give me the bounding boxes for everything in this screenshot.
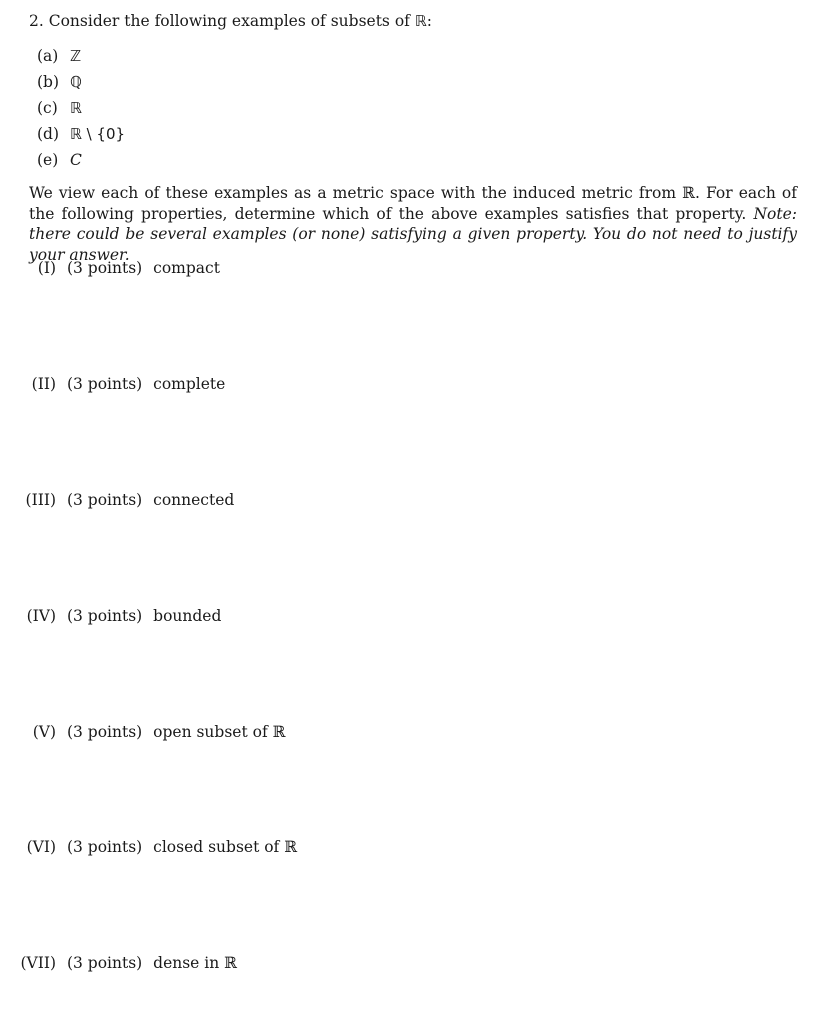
property-4 [18, 607, 221, 625]
example-value: ℝ [69, 99, 82, 117]
property-text: dense in ℝ [153, 954, 238, 972]
property-label: (IV) [26, 607, 56, 625]
property-3 [18, 491, 234, 509]
instructions-paragraph [29, 183, 797, 265]
question-heading [29, 12, 432, 30]
property-6 [18, 838, 297, 856]
property-label: (V) [32, 723, 56, 741]
property-1 [18, 259, 220, 277]
example-value: C [69, 151, 82, 169]
example-value: ℝ \ {0} [69, 125, 126, 143]
property-7 [18, 954, 237, 972]
property-label: (VII) [20, 954, 56, 972]
note-label: Note: [753, 204, 797, 223]
property-points: (3 points) [66, 607, 143, 625]
property-text: closed subset of ℝ [153, 838, 298, 856]
property-text: complete [153, 375, 226, 393]
example-label: (b) [37, 73, 60, 91]
property-2 [18, 375, 225, 393]
example-b [37, 73, 82, 91]
example-c [37, 99, 82, 117]
example-d [37, 125, 125, 143]
example-a [37, 47, 81, 65]
property-5 [18, 723, 286, 741]
property-text: open subset of ℝ [153, 723, 286, 741]
example-label: (e) [37, 151, 59, 169]
property-label: (III) [25, 491, 56, 509]
property-points: (3 points) [66, 723, 143, 741]
property-text: connected [153, 491, 235, 509]
question-intro: Consider the following examples of subsets of [48, 12, 410, 30]
property-points: (3 points) [66, 491, 143, 509]
example-e [37, 151, 82, 169]
property-text: bounded [153, 607, 222, 625]
instructions-text: We view each of these examples as a metric space with the induced metric from ℝ. For each of the following properties, determine which of the above examples satisfies that property. [29, 184, 797, 223]
property-label: (I) [37, 259, 56, 277]
question-colon: : [426, 12, 432, 30]
property-points: (3 points) [66, 259, 143, 277]
property-points: (3 points) [66, 954, 143, 972]
question-set: ℝ [414, 12, 427, 30]
property-text: compact [153, 259, 220, 277]
property-points: (3 points) [66, 838, 143, 856]
example-label: (a) [37, 47, 59, 65]
property-points: (3 points) [66, 375, 143, 393]
example-value: ℚ [69, 73, 82, 91]
note-text: there could be several examples (or none) satisfying a given property. You do not need to justify your answer. [29, 225, 797, 264]
example-label: (d) [37, 125, 60, 143]
example-value: ℤ [69, 47, 82, 65]
question-number: 2. [29, 12, 44, 30]
property-label: (VI) [26, 838, 56, 856]
property-label: (II) [31, 375, 56, 393]
example-label: (c) [37, 99, 58, 117]
